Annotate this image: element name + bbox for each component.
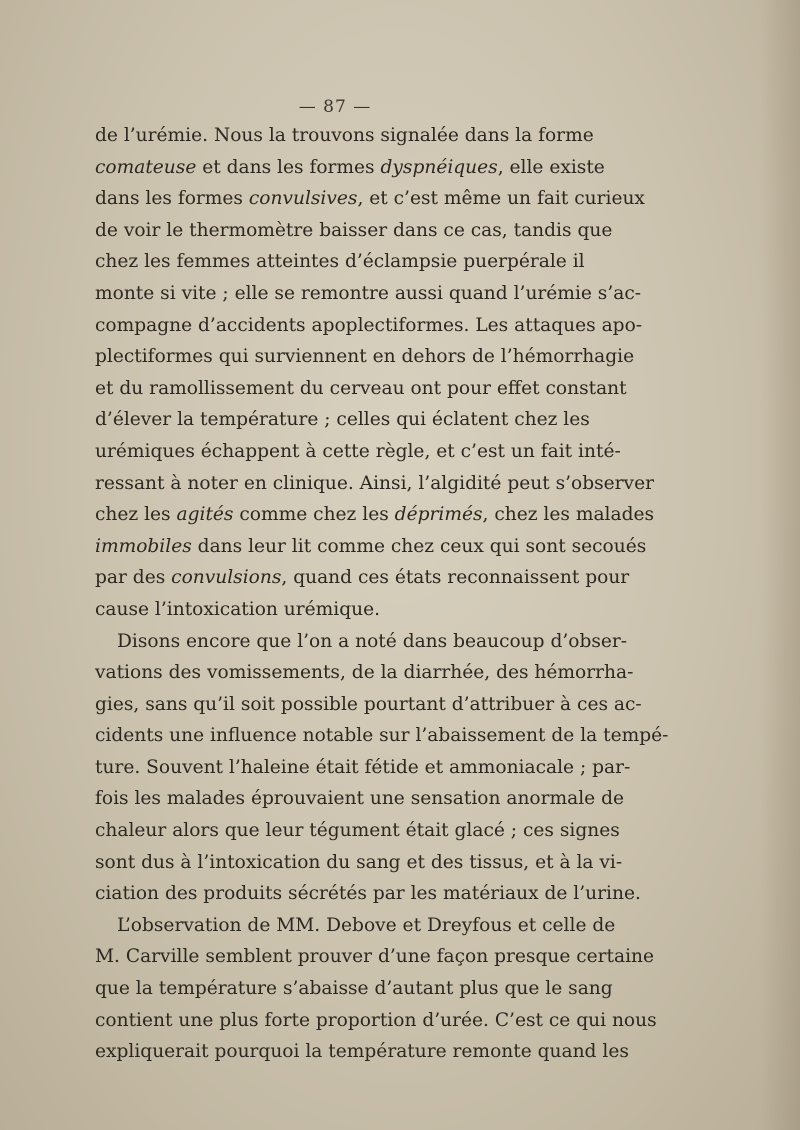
text-line: dans les formes convulsives, et c’est même un fait curieux [95,188,645,210]
text-line: cause l’intoxication urémique. [95,598,381,620]
text-line: que la température s’abaisse d’autant plus que le sang [95,978,613,1000]
text-line: cidents une influence notable sur l’abaissement de la tempé- [95,725,669,747]
text-line: de l’urémie. Nous la trouvons signalée dans la forme [95,125,594,146]
text-line: compagne d’accidents apoplectiformes. Les attaques apo- [95,314,643,336]
text-line: ciation des produits sécrétés par les matériaux de l’urine. [95,883,641,905]
text-line: chaleur alors que leur tégument était glacé ; ces signes [95,820,620,842]
text-line: vations des vomissements, de la diarrhée, des hémorrha- [95,662,634,684]
text-line: immobiles dans leur lit comme chez ceux qui sont secoués [95,535,647,557]
text-line: sont dus à l’intoxication du sang et des tissus, et à la vi- [95,851,623,873]
text-line: et du ramollissement du cerveau ont pour effet constant [95,377,627,399]
text-line: ture. Souvent l’haleine était fétide et ammoniacale ; par- [95,756,631,778]
page-number: — 87 — [298,97,372,117]
text-line: d’élever la température ; celles qui éclatent chez les [95,409,590,431]
body-text [95,120,669,1068]
text-line: Disons encore que l’on a noté dans beaucoup d’obser- [117,630,628,652]
text-line: expliquerait pourquoi la température remonte quand les [95,1041,629,1063]
text-line: comateuse et dans les formes dyspnéiques, elle existe [95,156,605,178]
text-line: de voir le thermomètre baisser dans ce cas, tandis que [95,219,613,241]
page-edge-shadow [760,0,800,1130]
text-line: M. Carville semblent prouver d’une façon presque certaine [95,946,655,968]
text-line: par des convulsions, quand ces états reconnaissent pour [95,567,630,589]
text-line: plectiformes qui surviennent en dehors de l’hémorrhagie [95,346,635,368]
text-line: fois les malades éprouvaient une sensation anormale de [95,788,624,810]
text-line: L’observation de MM. Debove et Dreyfous et celle de [117,914,616,936]
text-line: ressant à noter en clinique. Ainsi, l’algidité peut s’observer [95,472,654,494]
text-line: monte si vite ; elle se remontre aussi quand l’urémie s’ac- [95,282,642,304]
text-line: contient une plus forte proportion d’urée. C’est ce qui nous [95,1009,657,1031]
text-line: chez les agités comme chez les déprimés, chez les malades [95,504,655,526]
text-line: chez les femmes atteintes d’éclampsie puerpérale il [95,251,585,273]
text-line: gies, sans qu’il soit possible pourtant d’attribuer à ces ac- [95,693,642,715]
text-line: urémiques échappent à cette règle, et c’est un fait inté- [95,440,621,462]
